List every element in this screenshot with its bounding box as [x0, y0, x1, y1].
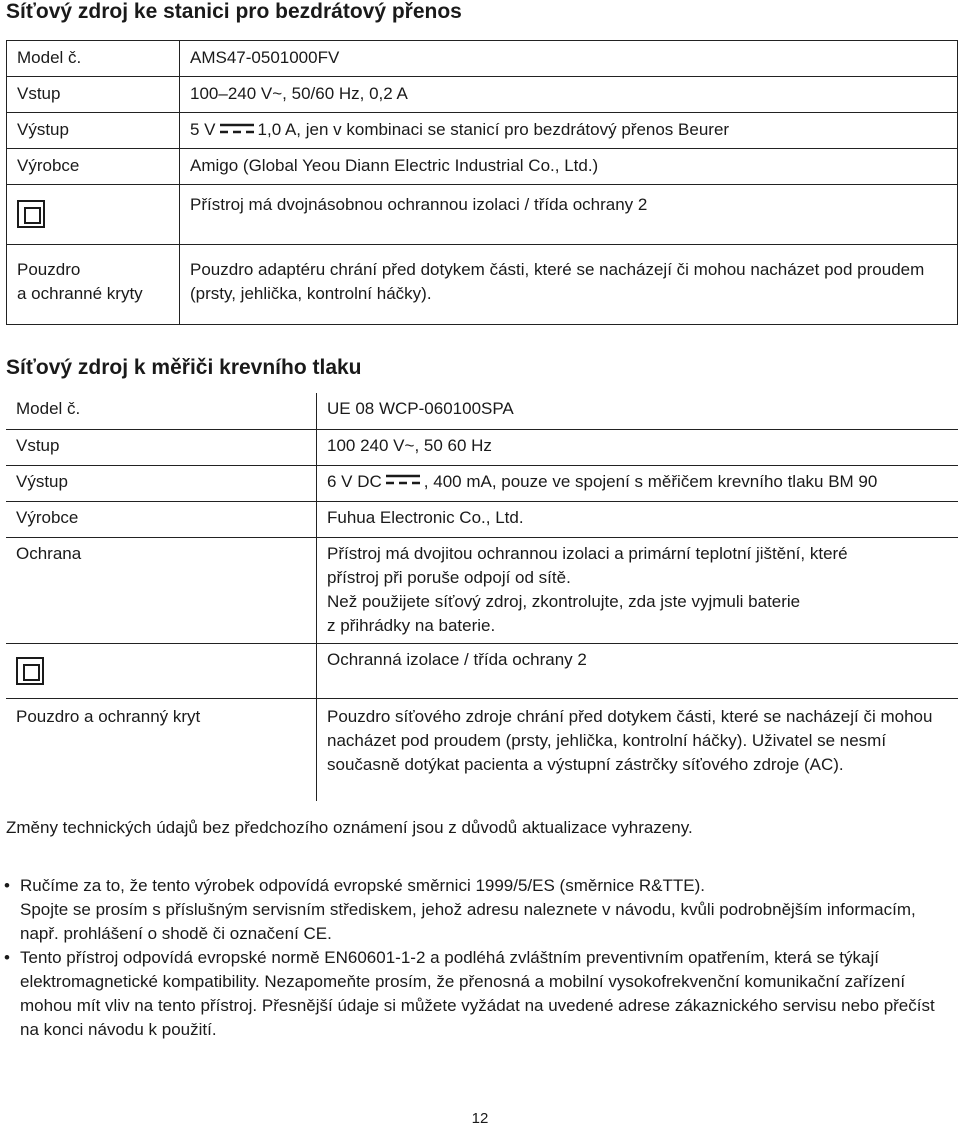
table-row — [6, 698, 958, 801]
row-value: Pouzdro adaptéru chrání před dotykem části, které se nacházejí či mohou nacházet pod proudem (prsty, jehlička, kontrolní háčky). — [180, 245, 958, 325]
section1-spec-table — [6, 40, 958, 325]
table-row — [6, 465, 958, 501]
bullet-icon: • — [4, 948, 10, 967]
row-value: AMS47-0501000FV — [180, 41, 958, 77]
dc-current-icon — [220, 123, 254, 135]
double-insulation-icon — [17, 200, 45, 228]
dc-current-icon — [386, 474, 420, 486]
row-value — [317, 465, 959, 501]
table-row — [6, 537, 958, 643]
table-row — [7, 185, 958, 245]
row-value: Přístroj má dvojnásobnou ochrannou izolaci / třída ochrany 2 — [180, 185, 958, 245]
output-detail: , 400 mA, pouze ve spojení s měřičem krevního tlaku BM 90 — [423, 471, 878, 491]
row-label — [7, 245, 180, 325]
protection-line: Než použijete síťový zdroj, zkontrolujte, zda jste vyjmuli baterie — [327, 591, 801, 611]
change-notice: Změny technických údajů bez předchozího oznámení jsou z důvodů aktualizace vyhrazeny. — [6, 818, 693, 837]
bullet-line: Ručíme za to, že tento výrobek odpovídá evropské směrnici 1999/5/ES (směrnice R&TTE). — [20, 876, 706, 895]
row-label: Výstup — [7, 113, 180, 149]
row-label: Pouzdro a ochranný kryt — [16, 706, 201, 726]
section2-spec-table — [6, 393, 958, 801]
row-value — [180, 113, 958, 149]
row-value: Amigo (Global Yeou Diann Electric Industrial Co., Ltd.) — [180, 149, 958, 185]
row-value: Ochranná izolace / třída ochrany 2 — [317, 643, 959, 698]
table-row — [6, 393, 958, 429]
row-value: 100–240 V~, 50/60 Hz, 0,2 A — [180, 77, 958, 113]
row-label: Vstup — [6, 429, 317, 465]
output-detail: 1,0 A, jen v kombinaci se stanicí pro bezdrátový přenos Beurer — [257, 120, 730, 139]
row-value: UE 08 WCP-060100SPA — [317, 393, 959, 429]
output-voltage: 5 V — [190, 120, 216, 139]
table-row — [7, 113, 958, 149]
row-label: Vstup — [7, 77, 180, 113]
protection-line: z přihrádky na baterie. — [327, 615, 496, 635]
table-row — [7, 41, 958, 77]
list-item — [4, 946, 944, 1042]
row-label: Výstup — [6, 465, 317, 501]
table-row — [6, 643, 958, 698]
section2-title: Síťový zdroj k měřiči krevního tlaku — [6, 356, 362, 379]
table-row — [7, 77, 958, 113]
row-value: 100 240 V~, 50 60 Hz — [317, 429, 959, 465]
row-label: Model č. — [7, 41, 180, 77]
table-row — [7, 245, 958, 325]
section1-title: Síťový zdroj ke stanici pro bezdrátový přenos — [6, 0, 462, 23]
bullet-line: Tento přístroj odpovídá evropské normě EN60601-1-2 a podléhá zvláštním preventivním opatřením, která se týkají elektromagnetické kompatibility. Nezapomeňte prosím, že přenosná a mobilní vysokofrekvenční komunikační zařízení mohou mít vliv na tento přístroj. Přesnější údaje si můžete vyžádat na uvedené adrese zákaznického servisu nebo přečíst na konci návodu k použití. — [20, 948, 935, 1039]
row-label: Ochrana — [6, 537, 317, 643]
protection-line: Přístroj má dvojitou ochrannou izolaci a primární teplotní jištění, které — [327, 543, 848, 563]
table-row — [6, 429, 958, 465]
row-label: Výrobce — [6, 501, 317, 537]
row-label — [6, 643, 317, 698]
bullet-list — [4, 874, 944, 1042]
row-value: Fuhua Electronic Co., Ltd. — [317, 501, 959, 537]
row-label: Výrobce — [7, 149, 180, 185]
protection-line: přístroj při poruše odpojí od sítě. — [327, 567, 571, 587]
label-line: a ochranné kryty — [17, 284, 143, 303]
table-row — [6, 501, 958, 537]
row-value — [317, 537, 959, 643]
bullet-icon: • — [4, 876, 10, 895]
label-line: Pouzdro — [17, 260, 81, 279]
row-value: Pouzdro síťového zdroje chrání před dotykem části, které se nacházejí či mohou nacházet pod proudem (prsty, jehlička, kontrolní háčky). Uživatel se nesmí současně dotýkat pacienta a výstupní zástrčky síťového zdroje (AC). — [317, 698, 959, 801]
list-item — [4, 874, 944, 946]
page-number: 12 — [471, 1110, 489, 1127]
output-voltage: 6 V DC — [327, 471, 382, 491]
table-row — [7, 149, 958, 185]
row-label: Model č. — [6, 393, 317, 429]
bullet-line: Spojte se prosím s příslušným servisním střediskem, jehož adresu naleznete v návodu, kvůli podrobnějším informacím, např. prohlášení o shodě či označení CE. — [20, 900, 916, 943]
double-insulation-icon — [16, 657, 44, 685]
row-label — [7, 185, 180, 245]
